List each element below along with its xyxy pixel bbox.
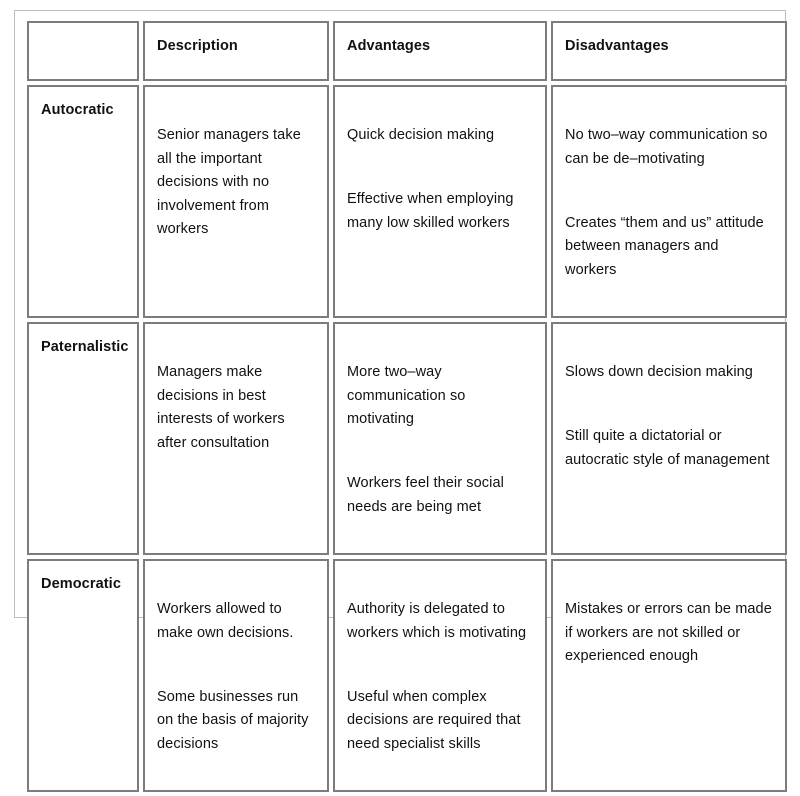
table-outer-frame — [14, 10, 786, 752]
cell-description — [143, 559, 329, 792]
table-row — [27, 322, 787, 555]
paragraph: Still quite a dictatorial or autocratic style of management — [565, 428, 770, 468]
cell-disadvantages — [551, 85, 787, 318]
advantages-autocratic — [347, 101, 533, 259]
header-cell-blank — [27, 21, 139, 81]
table-header-row — [27, 21, 787, 81]
paragraph: Quick decision making — [347, 127, 495, 144]
paragraph: Creates “them and us” attitude between managers and workers — [565, 214, 764, 278]
advantages-paternalistic — [347, 338, 533, 543]
cell-style-name — [27, 85, 139, 318]
paragraph: Effective when employing many low skilled workers — [347, 191, 514, 231]
cell-disadvantages — [551, 559, 787, 792]
paragraph: Workers feel their social needs are being met — [347, 475, 504, 515]
cell-style-name — [27, 322, 139, 555]
cell-disadvantages — [551, 322, 787, 555]
paragraph: Senior managers take all the important decisions with no involvement from workers — [157, 127, 301, 238]
header-label-advantages: Advantages — [347, 38, 431, 54]
cell-style-name — [27, 559, 139, 792]
paragraph: Workers allowed to make own decisions. — [157, 601, 294, 641]
paragraph: Mistakes or errors can be made if workers are not skilled or experienced enough — [565, 601, 772, 665]
disadvantages-autocratic — [565, 101, 773, 306]
cell-advantages — [333, 559, 547, 792]
paragraph: Useful when complex decisions are required that need specialist skills — [347, 688, 521, 752]
header-label-disadvantages: Disadvantages — [565, 38, 669, 54]
cell-advantages — [333, 322, 547, 555]
paragraph: More two–way communication so motivating — [347, 364, 466, 428]
leadership-styles-table — [23, 17, 791, 796]
cell-description — [143, 85, 329, 318]
description-autocratic — [157, 101, 315, 265]
description-democratic — [157, 575, 315, 780]
paragraph: Slows down decision making — [565, 364, 753, 381]
header-cell-advantages — [333, 21, 547, 81]
cell-advantages — [333, 85, 547, 318]
table-row — [27, 559, 787, 792]
style-name-paternalistic: Paternalistic — [41, 338, 129, 355]
advantages-democratic — [347, 575, 533, 780]
style-name-autocratic: Autocratic — [41, 102, 114, 118]
header-cell-disadvantages — [551, 21, 787, 81]
paragraph: Some businesses run on the basis of majority decisions — [157, 688, 309, 752]
paragraph: Authority is delegated to workers which is motivating — [347, 601, 527, 641]
disadvantages-democratic — [565, 575, 773, 692]
header-blank-label — [41, 37, 125, 38]
header-cell-description — [143, 21, 329, 81]
header-label-description: Description — [157, 38, 238, 54]
description-paternalistic — [157, 338, 315, 479]
table-row — [27, 85, 787, 318]
disadvantages-paternalistic — [565, 338, 773, 496]
paragraph: No two–way communication so can be de–motivating — [565, 127, 768, 167]
cell-description — [143, 322, 329, 555]
style-name-democratic: Democratic — [41, 575, 121, 592]
paragraph: Managers make decisions in best interests of workers after consultation — [157, 364, 285, 451]
